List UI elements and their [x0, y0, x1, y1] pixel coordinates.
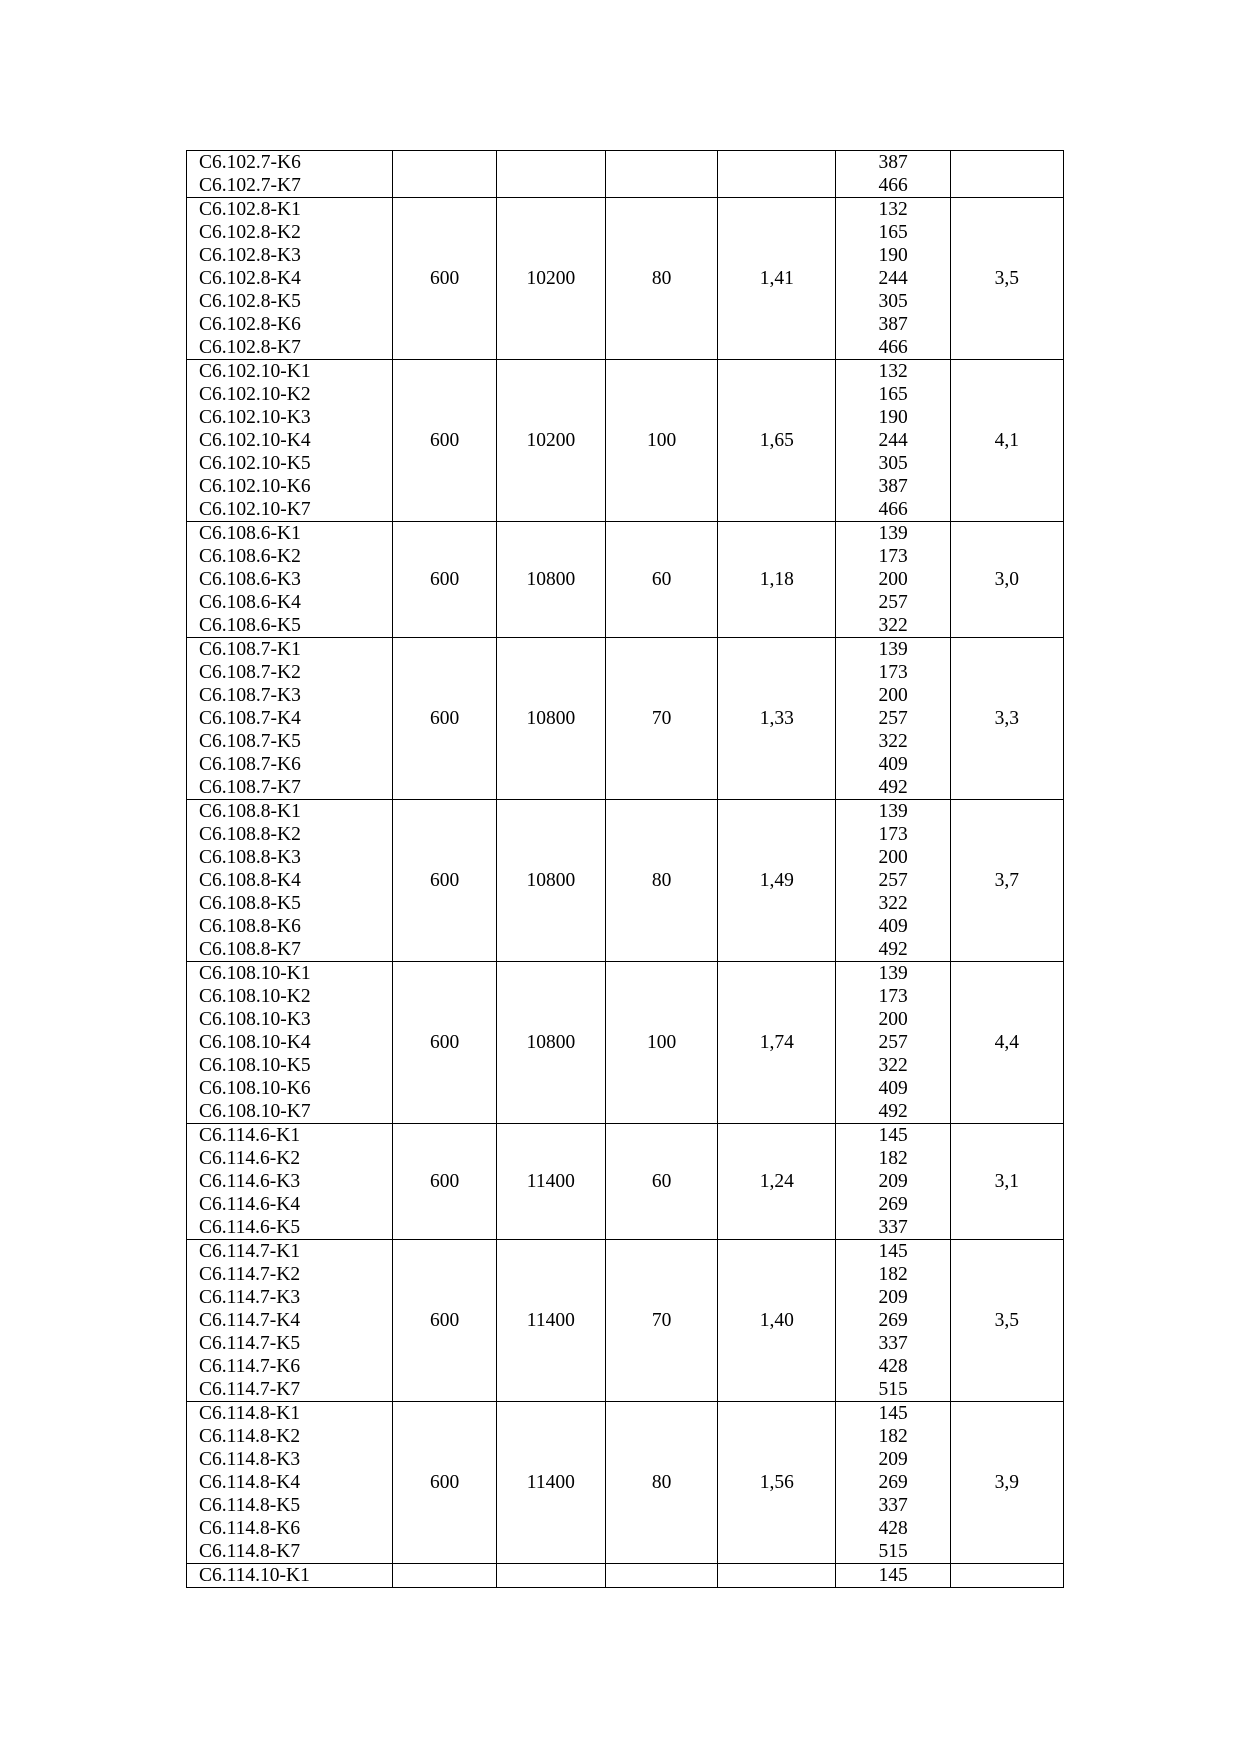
mark-label: C6.102.8-K6 [199, 314, 301, 335]
length-cell [496, 1564, 605, 1588]
mass-cell [950, 1564, 1063, 1588]
loads-cell [836, 1564, 950, 1588]
mark-label: C6.108.8-K6 [199, 916, 301, 937]
mass-value: 3,7 [994, 870, 1020, 891]
width-cell [393, 1124, 496, 1240]
load-value: 337 [878, 1333, 908, 1354]
load-value: 165 [878, 384, 908, 405]
mark-label: C6.114.10-K1 [199, 1565, 310, 1586]
loads-cell [836, 522, 950, 638]
length-cell [496, 1240, 605, 1402]
area-cell [718, 962, 836, 1124]
table-row [187, 800, 1064, 962]
thickness-cell [605, 1402, 717, 1564]
marks-cell [187, 1240, 393, 1402]
width-value: 600 [429, 1171, 460, 1192]
width-value: 600 [429, 569, 460, 590]
thickness-cell [605, 198, 717, 360]
width-value: 600 [429, 430, 460, 451]
load-value: 190 [878, 245, 908, 266]
mark-label: C6.114.7-K2 [199, 1264, 301, 1285]
mark-label: C6.114.7-K6 [199, 1356, 301, 1377]
load-value: 165 [878, 222, 908, 243]
load-value: 269 [878, 1194, 908, 1215]
load-value: 387 [878, 152, 908, 173]
length-value: 11400 [526, 1472, 575, 1493]
mark-label: C6.108.8-K5 [199, 893, 301, 914]
mark-label: C6.102.10-K3 [199, 407, 311, 428]
length-cell [496, 638, 605, 800]
thickness-cell [605, 1124, 717, 1240]
mark-label: C6.108.7-K4 [199, 708, 301, 729]
width-cell [393, 962, 496, 1124]
length-cell [496, 198, 605, 360]
mark-label: C6.114.6-K1 [199, 1125, 301, 1146]
load-value: 200 [878, 1009, 908, 1030]
table-row [187, 151, 1064, 198]
length-cell [496, 800, 605, 962]
length-cell [496, 522, 605, 638]
thickness-value: 100 [646, 430, 677, 451]
mark-label: C6.108.10-K1 [199, 963, 311, 984]
mass-cell [950, 962, 1063, 1124]
mark-label: C6.108.8-K7 [199, 939, 301, 960]
area-value: 1,65 [759, 430, 794, 451]
loads-cell [836, 1402, 950, 1564]
marks-cell [187, 800, 393, 962]
thickness-value: 100 [646, 1032, 677, 1053]
width-value: 600 [429, 1310, 460, 1331]
mass-cell [950, 522, 1063, 638]
area-cell [718, 360, 836, 522]
width-cell [393, 800, 496, 962]
load-value: 409 [878, 1078, 908, 1099]
area-cell [718, 198, 836, 360]
load-value: 244 [878, 430, 908, 451]
load-value: 322 [878, 1055, 908, 1076]
mark-label: C6.108.8-K1 [199, 801, 301, 822]
width-value: 600 [429, 268, 460, 289]
load-value: 139 [878, 801, 908, 822]
area-value: 1,41 [759, 268, 794, 289]
width-cell [393, 1564, 496, 1588]
area-value: 1,33 [759, 708, 794, 729]
mass-value: 3,0 [994, 569, 1020, 590]
length-cell [496, 1402, 605, 1564]
mark-label: C6.102.7-K6 [199, 152, 301, 173]
thickness-value: 70 [651, 1310, 672, 1331]
mark-label: C6.114.7-K7 [199, 1379, 301, 1400]
mass-value: 3,5 [994, 268, 1020, 289]
loads-cell [836, 198, 950, 360]
mark-label: C6.114.8-K1 [199, 1403, 301, 1424]
mass-cell [950, 800, 1063, 962]
load-value: 132 [878, 361, 908, 382]
thickness-cell [605, 522, 717, 638]
length-cell [496, 360, 605, 522]
mark-label: C6.108.7-K7 [199, 777, 301, 798]
thickness-cell [605, 962, 717, 1124]
mark-label: C6.114.8-K3 [199, 1449, 301, 1470]
load-value: 257 [878, 870, 908, 891]
width-cell [393, 151, 496, 198]
mark-label: C6.108.6-K4 [199, 592, 301, 613]
area-cell [718, 1402, 836, 1564]
mass-cell [950, 198, 1063, 360]
marks-cell [187, 638, 393, 800]
load-value: 466 [878, 499, 908, 520]
thickness-value: 60 [651, 1171, 672, 1192]
thickness-value: 80 [651, 870, 672, 891]
load-value: 257 [878, 592, 908, 613]
load-value: 492 [878, 777, 908, 798]
mark-label: C6.108.10-K4 [199, 1032, 311, 1053]
load-value: 200 [878, 847, 908, 868]
mark-label: C6.108.6-K2 [199, 546, 301, 567]
thickness-cell [605, 1240, 717, 1402]
table-row [187, 1240, 1064, 1402]
load-value: 200 [878, 569, 908, 590]
load-value: 428 [878, 1356, 908, 1377]
mark-label: C6.114.7-K3 [199, 1287, 301, 1308]
mark-label: C6.114.8-K5 [199, 1495, 301, 1516]
load-value: 387 [878, 314, 908, 335]
length-value: 10800 [526, 870, 576, 891]
area-value: 1,24 [759, 1171, 794, 1192]
marks-cell [187, 151, 393, 198]
load-value: 322 [878, 893, 908, 914]
loads-cell [836, 962, 950, 1124]
mark-label: C6.108.8-K3 [199, 847, 301, 868]
mark-label: C6.108.7-K3 [199, 685, 301, 706]
load-value: 322 [878, 615, 908, 636]
mark-label: C6.102.7-K7 [199, 175, 301, 196]
mass-cell [950, 360, 1063, 522]
load-value: 182 [878, 1426, 908, 1447]
thickness-value: 80 [651, 1472, 672, 1493]
mark-label: C6.108.10-K7 [199, 1101, 311, 1122]
mark-label: C6.114.7-K4 [199, 1310, 301, 1331]
load-value: 182 [878, 1148, 908, 1169]
length-value: 10200 [526, 268, 576, 289]
thickness-cell [605, 1564, 717, 1588]
thickness-cell [605, 360, 717, 522]
thickness-cell [605, 800, 717, 962]
marks-cell [187, 962, 393, 1124]
thickness-cell [605, 638, 717, 800]
loads-cell [836, 1240, 950, 1402]
load-value: 387 [878, 476, 908, 497]
mark-label: C6.102.10-K5 [199, 453, 311, 474]
load-value: 409 [878, 754, 908, 775]
mark-label: C6.108.10-K6 [199, 1078, 311, 1099]
load-value: 257 [878, 708, 908, 729]
load-value: 190 [878, 407, 908, 428]
load-value: 492 [878, 939, 908, 960]
load-value: 145 [878, 1565, 908, 1586]
mark-label: C6.102.10-K6 [199, 476, 311, 497]
mark-label: C6.108.10-K3 [199, 1009, 311, 1030]
load-value: 305 [878, 453, 908, 474]
area-cell [718, 522, 836, 638]
load-value: 492 [878, 1101, 908, 1122]
load-value: 145 [878, 1241, 908, 1262]
mark-label: C6.114.8-K7 [199, 1541, 301, 1562]
width-cell [393, 198, 496, 360]
load-value: 337 [878, 1217, 908, 1238]
marks-cell [187, 360, 393, 522]
load-value: 466 [878, 337, 908, 358]
load-value: 409 [878, 916, 908, 937]
marks-cell [187, 522, 393, 638]
marks-cell [187, 198, 393, 360]
mark-label: C6.108.7-K1 [199, 639, 301, 660]
table-row [187, 962, 1064, 1124]
mass-cell [950, 1124, 1063, 1240]
load-value: 173 [878, 986, 908, 1007]
length-value: 10200 [526, 430, 576, 451]
mark-label: C6.114.6-K2 [199, 1148, 301, 1169]
load-value: 257 [878, 1032, 908, 1053]
loads-cell [836, 151, 950, 198]
load-value: 139 [878, 963, 908, 984]
mark-label: C6.108.6-K1 [199, 523, 301, 544]
loads-cell [836, 1124, 950, 1240]
mark-label: C6.114.8-K6 [199, 1518, 301, 1539]
thickness-value: 60 [651, 569, 672, 590]
width-cell [393, 638, 496, 800]
loads-cell [836, 360, 950, 522]
load-value: 466 [878, 175, 908, 196]
slab-data-table [186, 150, 1064, 1588]
width-cell [393, 522, 496, 638]
mark-label: C6.114.8-K2 [199, 1426, 301, 1447]
thickness-value: 80 [651, 268, 672, 289]
mark-label: C6.114.6-K3 [199, 1171, 301, 1192]
width-cell [393, 1240, 496, 1402]
mark-label: C6.108.8-K2 [199, 824, 301, 845]
mass-value: 3,3 [994, 708, 1020, 729]
width-value: 600 [429, 870, 460, 891]
table-body [187, 151, 1064, 1588]
load-value: 209 [878, 1287, 908, 1308]
table-row [187, 198, 1064, 360]
length-value: 10800 [526, 569, 576, 590]
area-value: 1,56 [759, 1472, 794, 1493]
area-value: 1,40 [759, 1310, 794, 1331]
area-value: 1,49 [759, 870, 794, 891]
length-value: 11400 [526, 1310, 575, 1331]
mass-value: 3,1 [994, 1171, 1020, 1192]
mark-label: C6.114.8-K4 [199, 1472, 301, 1493]
area-cell [718, 1124, 836, 1240]
load-value: 173 [878, 546, 908, 567]
load-value: 305 [878, 291, 908, 312]
load-value: 269 [878, 1472, 908, 1493]
load-value: 244 [878, 268, 908, 289]
mark-label: C6.108.7-K5 [199, 731, 301, 752]
table-row [187, 1564, 1064, 1588]
load-value: 173 [878, 662, 908, 683]
load-value: 200 [878, 685, 908, 706]
mark-label: C6.114.6-K5 [199, 1217, 301, 1238]
marks-cell [187, 1124, 393, 1240]
load-value: 337 [878, 1495, 908, 1516]
table-row [187, 1124, 1064, 1240]
mark-label: C6.102.8-K2 [199, 222, 301, 243]
mark-label: C6.102.8-K4 [199, 268, 301, 289]
area-cell [718, 1564, 836, 1588]
load-value: 132 [878, 199, 908, 220]
mass-cell [950, 638, 1063, 800]
load-value: 145 [878, 1125, 908, 1146]
table-row [187, 1402, 1064, 1564]
load-value: 139 [878, 523, 908, 544]
mark-label: C6.102.8-K7 [199, 337, 301, 358]
load-value: 269 [878, 1310, 908, 1331]
mass-cell [950, 1402, 1063, 1564]
width-value: 600 [429, 1472, 460, 1493]
length-value: 10800 [526, 708, 576, 729]
mark-label: C6.102.8-K5 [199, 291, 301, 312]
load-value: 322 [878, 731, 908, 752]
table-row [187, 360, 1064, 522]
mass-value: 3,9 [994, 1472, 1020, 1493]
load-value: 139 [878, 639, 908, 660]
load-value: 145 [878, 1403, 908, 1424]
mark-label: C6.108.7-K6 [199, 754, 301, 775]
load-value: 209 [878, 1171, 908, 1192]
mark-label: C6.102.8-K3 [199, 245, 301, 266]
area-cell [718, 1240, 836, 1402]
mark-label: C6.102.10-K4 [199, 430, 311, 451]
mark-label: C6.108.6-K3 [199, 569, 301, 590]
mark-label: C6.108.8-K4 [199, 870, 301, 891]
load-value: 209 [878, 1449, 908, 1470]
mark-label: C6.102.10-K2 [199, 384, 311, 405]
load-value: 173 [878, 824, 908, 845]
width-value: 600 [429, 708, 460, 729]
mark-label: C6.108.10-K2 [199, 986, 311, 1007]
area-value: 1,74 [759, 1032, 794, 1053]
length-value: 11400 [526, 1171, 575, 1192]
mark-label: C6.114.7-K1 [199, 1241, 301, 1262]
length-cell [496, 962, 605, 1124]
marks-cell [187, 1402, 393, 1564]
mark-label: C6.108.10-K5 [199, 1055, 311, 1076]
mass-value: 4,4 [994, 1032, 1020, 1053]
length-cell [496, 151, 605, 198]
load-value: 515 [878, 1379, 908, 1400]
area-cell [718, 638, 836, 800]
load-value: 182 [878, 1264, 908, 1285]
width-cell [393, 360, 496, 522]
mark-label: C6.102.10-K7 [199, 499, 311, 520]
mark-label: C6.108.6-K5 [199, 615, 301, 636]
area-cell [718, 800, 836, 962]
mark-label: C6.114.7-K5 [199, 1333, 301, 1354]
thickness-value: 70 [651, 708, 672, 729]
load-value: 428 [878, 1518, 908, 1539]
mark-label: C6.102.10-K1 [199, 361, 311, 382]
mark-label: C6.102.8-K1 [199, 199, 301, 220]
mark-label: C6.108.7-K2 [199, 662, 301, 683]
loads-cell [836, 800, 950, 962]
length-value: 10800 [526, 1032, 576, 1053]
thickness-cell [605, 151, 717, 198]
mass-value: 3,5 [994, 1310, 1020, 1331]
width-value: 600 [429, 1032, 460, 1053]
table-row [187, 522, 1064, 638]
mark-label: C6.114.6-K4 [199, 1194, 301, 1215]
loads-cell [836, 638, 950, 800]
mass-cell [950, 1240, 1063, 1402]
mass-cell [950, 151, 1063, 198]
load-value: 515 [878, 1541, 908, 1562]
area-value: 1,18 [759, 569, 794, 590]
table-row [187, 638, 1064, 800]
mass-value: 4,1 [994, 430, 1020, 451]
length-cell [496, 1124, 605, 1240]
area-cell [718, 151, 836, 198]
width-cell [393, 1402, 496, 1564]
marks-cell [187, 1564, 393, 1588]
